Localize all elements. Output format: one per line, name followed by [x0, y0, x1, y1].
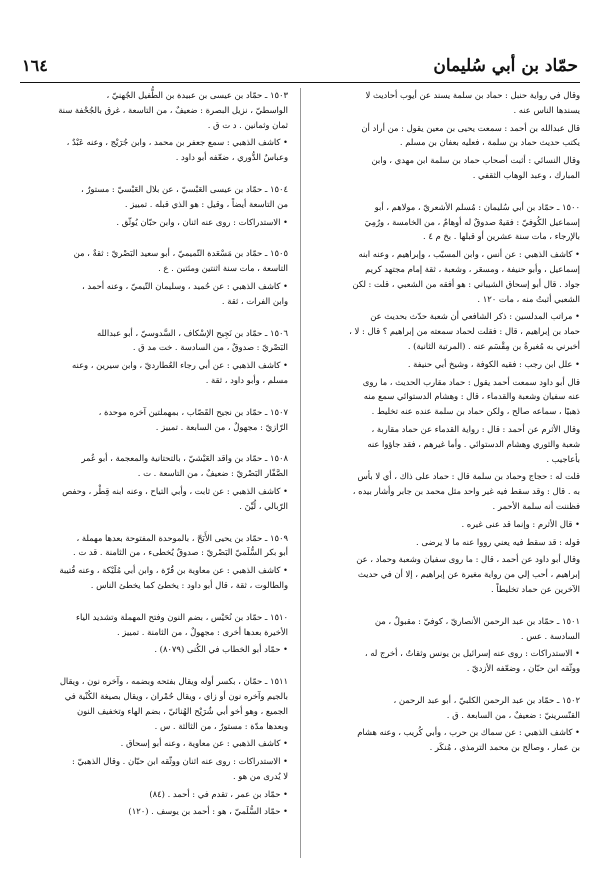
text-block — [312, 469, 580, 513]
text-line: الواسطيّ ، نزيل البصرة : ضعيفٌ ، من التاسعة ، غرق بالجُحْفة سنة — [58, 104, 288, 115]
text-line: جواد . قال أبو إسحاق الشيباني : هو أفقه من الشعبي ، قلت : لكن — [352, 278, 580, 289]
text-line: ١٥٠٧ ـ حمّاد بن نجيح القَصّاب ، بمهملتين آخره موحدة ، — [98, 406, 288, 417]
entry-gap — [20, 660, 288, 674]
text-line: قال أبو داود سمعت أحمد يقول : حماد مقارب الحديث ، ما روى — [362, 376, 580, 387]
text-line: • كاشف الذهبي : عن معاوية ، وعنه أبو إسحاق . — [120, 738, 288, 749]
text-line: ١٥١١ ـ حمّان ، بكسر أوله ويقال بفتحه وبضمه ، وآخره نون ، ويقال — [59, 676, 288, 687]
text-line: • حمّاد أبو الخطاب في الكُنى (٨٠٧٩) . — [154, 644, 288, 655]
text-line: • كاشف الذهبي : عن أبي رجاء العُطارديّ ، وابن سيرين ، وعنه — [72, 360, 288, 371]
text-block — [20, 674, 288, 733]
text-line: يكتب حديث حماد بن سلمة ، فعليه بعفان بن مسلم . — [399, 137, 580, 148]
entry-gap — [20, 391, 288, 405]
text-block — [20, 804, 288, 819]
entry-gap — [20, 517, 288, 531]
text-line: • مراتب المدلسين : ذكر الشافعي أن شعبة حدّث بحديث عن — [370, 311, 580, 322]
entry-gap — [312, 600, 580, 614]
text-line: وقال في رواية حنبل : حماد بن سلمة يسند عن أيوب أحاديث لا — [365, 90, 580, 100]
text-block — [312, 422, 580, 466]
text-block — [312, 646, 580, 676]
text-line: الرّبالي ، لُيِّنَ . — [239, 500, 288, 511]
text-line: من التاسعة أيضاً ، وقيل : هو الذي قبله . تمييز . — [124, 198, 288, 209]
text-block — [312, 517, 580, 532]
text-block — [20, 246, 288, 276]
text-line: الشعبي أثبتُ منه ، مات ١٢٠ . — [477, 293, 580, 304]
text-line: التاسعة ، مات سنة اثنتين ومئتين . ع . — [158, 263, 288, 274]
text-line: مسلم ، وأبو داود ، ثقة . — [205, 374, 288, 385]
text-line: • الاستدراكات : روى عنه إسرائيل بن يونس وثقاتٌ ، أخرج له ، — [364, 648, 580, 659]
text-line: وبعدها مدّة : مستورٌ ، من الثالثة . س . — [154, 720, 288, 731]
text-line: بأعاجيب . — [546, 453, 580, 464]
text-line: • الاستدراكات : روى عنه اثنان ووثّقه ابن حبّان . وقال الذهبيّ : — [71, 756, 288, 767]
text-line: البَصْريّ : صدوقٌ ، من السادسة . خت مد ق . — [132, 342, 288, 353]
text-line: • الاستدراكات : روى عنه اثنان ، وابن حبّان يُوثّق . — [116, 216, 288, 227]
text-line: • علل ابن رجب : فقيه الكوفة ، وشيخ أبي حنيفة . — [407, 358, 580, 369]
text-block — [20, 451, 288, 481]
text-block — [20, 754, 288, 784]
text-line: ١٥١٠ ـ حمّاد بن نُحَيْس ، بضم النون وفتح المهملة وتشديد الياء — [76, 611, 288, 622]
header-rule — [20, 82, 580, 83]
text-block — [312, 693, 580, 723]
text-block — [20, 215, 288, 230]
text-line: قوله : قد سقط فيه يعني رووا عنه ما لا يرضى . — [416, 536, 580, 547]
text-line: شعبة والثوري وهشام الدستوائي . وأما غيرهم ، فقد جاؤوا عنه — [367, 438, 580, 449]
text-line: ذهبيًا ، سماعه صالح ، ولكن حماد بن سلمة عنده عنه تخليط . — [371, 406, 580, 417]
page-number: ١٦٤ — [22, 56, 48, 75]
entry-gap — [20, 596, 288, 610]
text-line: • حمّاد بن عمر ، تقدم في : أحمد . (٨٤) — [149, 788, 288, 799]
text-block — [312, 375, 580, 419]
text-line: القنّسرينيّ : ضعيفٌ ، من السابعة . ق . — [446, 709, 580, 720]
text-line: حماد بن إبراهيم ، قال : فقلت لحماد سمعته من إبراهيم ؟ قال : لا ، — [349, 326, 580, 337]
text-block — [20, 326, 288, 356]
text-block — [312, 357, 580, 372]
text-line: الجميع ، وهو أخو أبي شُرَيْح الهُنائيّ ، بضم الهاء وتخفيف النون — [76, 705, 288, 716]
text-block — [20, 182, 288, 212]
text-line: ١٥٠٠ ـ حمّاد بن أبي سُليمان : مُسلم الأشعريّ ، مولاهم ، أبو — [374, 201, 580, 212]
text-block — [312, 200, 580, 244]
text-block — [20, 642, 288, 657]
text-line: إبراهيم ، أحب إلي من رواية مغيرة عن إبراهيم ، إلا أن في حديث — [357, 569, 580, 580]
text-line: • كاشف الذهبي : سمع جعفر بن محمد ، وابن جُرَيْج ، وعنه عَبْدٌ ، — [66, 137, 288, 148]
text-line: ووثّقه ابن حبّان ، وضعّفه الأزديّ . — [466, 663, 580, 674]
text-line: وقال أبو داود عن أحمد ، قال : ما روى سفيان وشعبة وحماد ، عن — [356, 554, 580, 565]
entry-gap — [20, 312, 288, 326]
text-line: ١٥٠٤ ـ حمّاد بن عيسى العَبْسيّ ، عن بلال العَبْسيّ : مستورٌ ، — [80, 183, 288, 194]
text-line: • قال الأثرم : وإنما قد عنى غيره . — [461, 518, 580, 529]
text-line: ١٥٠٢ ـ حمّاد بن عبد الرحمن الكلبيّ ، أبو عبد الرحمن ، — [393, 694, 580, 705]
text-line: به . قال : وقد سقط فيه غير واحد مثل محمد بن جابر وأشار بيده ، — [352, 486, 580, 497]
header-title: حمّاد بن أبي سُليمان — [433, 56, 578, 76]
text-line: ١٥٠٦ ـ حمّاد بن نَجِيح الإسْكاف ، السَّدوسيّ ، أبو عبدالله — [97, 327, 288, 338]
text-block — [312, 153, 580, 183]
text-line: أبو بكر السُّلَميّ البَصْريّ : صدوقٌ يُخطىء ، من الثامنة . قد ت . — [73, 547, 288, 558]
entry-gap — [312, 186, 580, 200]
entry-gap — [20, 168, 288, 182]
text-block — [312, 121, 580, 151]
text-line: قلت له : حجاج وحماد بن سلمة قال : حماد على ذاك ، أي لا بأس — [357, 471, 580, 482]
text-block — [312, 535, 580, 550]
text-line: إسماعيل الكُوفيّ : فقيهٌ صدوقٌ له أوهامٌ ، من الخامسة ، ورُمِيَ — [364, 216, 580, 227]
text-block — [20, 279, 288, 309]
text-block — [20, 484, 288, 514]
text-line: لا يُدرى من هو . — [232, 770, 288, 781]
right-column — [312, 88, 580, 758]
entry-gap — [20, 232, 288, 246]
text-block — [20, 787, 288, 802]
text-line: • كاشف الذهبي : عن سماك بن حرب ، وأبي كُريب ، وعنه هشام — [357, 727, 580, 738]
text-line: • كاشف الذهبي : عن حُميد ، وسليمان التّيميّ ، وعنه أحمد ، — [81, 280, 288, 291]
text-block — [20, 135, 288, 165]
text-block — [20, 88, 288, 132]
text-block — [312, 725, 580, 755]
text-line: بالإرجاء ، مات سنة عشرين أو قبلها . بخ م ٤ . — [423, 231, 580, 242]
text-line: • كاشف الذهبي : عن ثابت ، وأبي التياح ، وعنه ابنه قِطْر ، وحفص — [62, 485, 288, 496]
text-line: وقال النسائي : أثبت أصحاب حماد بن سلمة ابن مهدي ، وابن — [371, 155, 580, 166]
text-line: بالجيم وآخره نون أو زاي ، ويقال حُمْران ، ويقال بصيغة الكُنْية في — [64, 690, 288, 701]
text-line: إسماعيل ، وأبو حنيفة ، ومسعَر ، وشعبة ، ثقة إمام مجتهد كريم — [365, 263, 580, 274]
text-block — [312, 88, 580, 118]
text-line: أخبرني به مُغيرةُ بن مِقْسَم عنه . (المرتبة الثانية) . — [407, 340, 580, 351]
text-line: • كاشف الذهبي : عن أنس ، وابن المسيّب ، وإبراهيم ، وعنه ابنه — [358, 249, 580, 260]
text-block — [20, 736, 288, 751]
running-header — [20, 56, 580, 82]
text-line: الصَّفّار البَصْريّ : ضعيفٌ ، من التاسعة . ت . — [137, 468, 288, 479]
text-line: والطالوت ، ثقة ، قال أبو داود : يخطئ كما يخطئ الناس . — [90, 579, 288, 590]
text-line: ١٥٠٥ ـ حمّاد بن مَسْعَدة التّميميّ ، أبو سعيد البَصْريّ : ثقةٌ ، من — [73, 248, 288, 259]
text-block — [312, 552, 580, 596]
entry-gap — [20, 437, 288, 451]
text-line: • كاشف الذهبي : عن معاوية بن قُرّة ، وابن أبي مُلَيْكة ، وعنه قُتيبة — [59, 565, 288, 576]
text-line: عنه سفيان وشعبة والقدماء ، قال : وهشام الدستوائي سمع منه — [363, 391, 580, 402]
text-line: ١٥٠٩ ـ حمّاد بن يحيى الأَبَحّ ، بالموحدة المفتوحة بعدها مهملة ، — [76, 532, 288, 543]
text-line: ١٥٠١ ـ حمّاد بن عبد الرحمن الأنصاريّ ، كوفيّ : مقبولٌ ، من — [374, 615, 580, 626]
text-line: قال عبدالله بن أحمد : سمعت يحيى بن معين يقول : من أراد أن — [361, 122, 580, 133]
column-divider — [300, 88, 301, 858]
text-line: الرّازيّ : مجهولٌ ، من السابعة . تمييز . — [155, 421, 288, 432]
text-block — [20, 610, 288, 640]
text-line: وقال الأثرم عن أحمد : قال : رواية القدماء عن حماد مقاربة ، — [371, 423, 580, 434]
text-line: وعباسٌ الدُّوري ، ضعّفه أبو داود . — [175, 152, 288, 163]
text-line: ١٥٠٣ ـ حمّاد بن عيسى بن عبيدة بن الطُّفيل الجُهنيّ ، — [106, 90, 288, 100]
text-block — [20, 358, 288, 388]
text-line: المبارك ، وعبد الوهاب الثقفي . — [472, 169, 580, 180]
text-line: الآخرين عن حماد تخليطاً . — [490, 583, 580, 594]
text-block — [312, 247, 580, 306]
text-line: يسندها الناس عنه . — [513, 104, 580, 115]
text-block — [20, 563, 288, 593]
text-line: الأخيرة بعدها أخرى : مجهولٌ ، من الثامنة . تمييز . — [116, 626, 288, 637]
text-line: وابن الفرات ، ثقة . — [221, 295, 288, 306]
text-block — [312, 614, 580, 644]
text-line: السادسة . عس . — [520, 630, 580, 641]
entry-gap — [312, 679, 580, 693]
text-block — [312, 309, 580, 353]
text-line: فظننت أنه سلمة الأحمر . — [492, 500, 580, 511]
left-column — [20, 88, 288, 822]
text-line: ١٥٠٨ ـ حمّاد بن واقد العَيْشيّ ، بالتحتانية والمعجمة ، أبو عُمر — [81, 453, 288, 464]
text-line: • حمّاد السُّلَميّ ، هو : أحمد بن يوسف . (١٢٠) — [128, 806, 288, 817]
text-block — [20, 531, 288, 561]
text-line: بن عمار ، وصالح بن محمد الترمذي ، مُنكَر . — [429, 742, 580, 753]
text-block — [20, 405, 288, 435]
text-line: ثمان وثمانين . د ت ق . — [207, 119, 288, 130]
